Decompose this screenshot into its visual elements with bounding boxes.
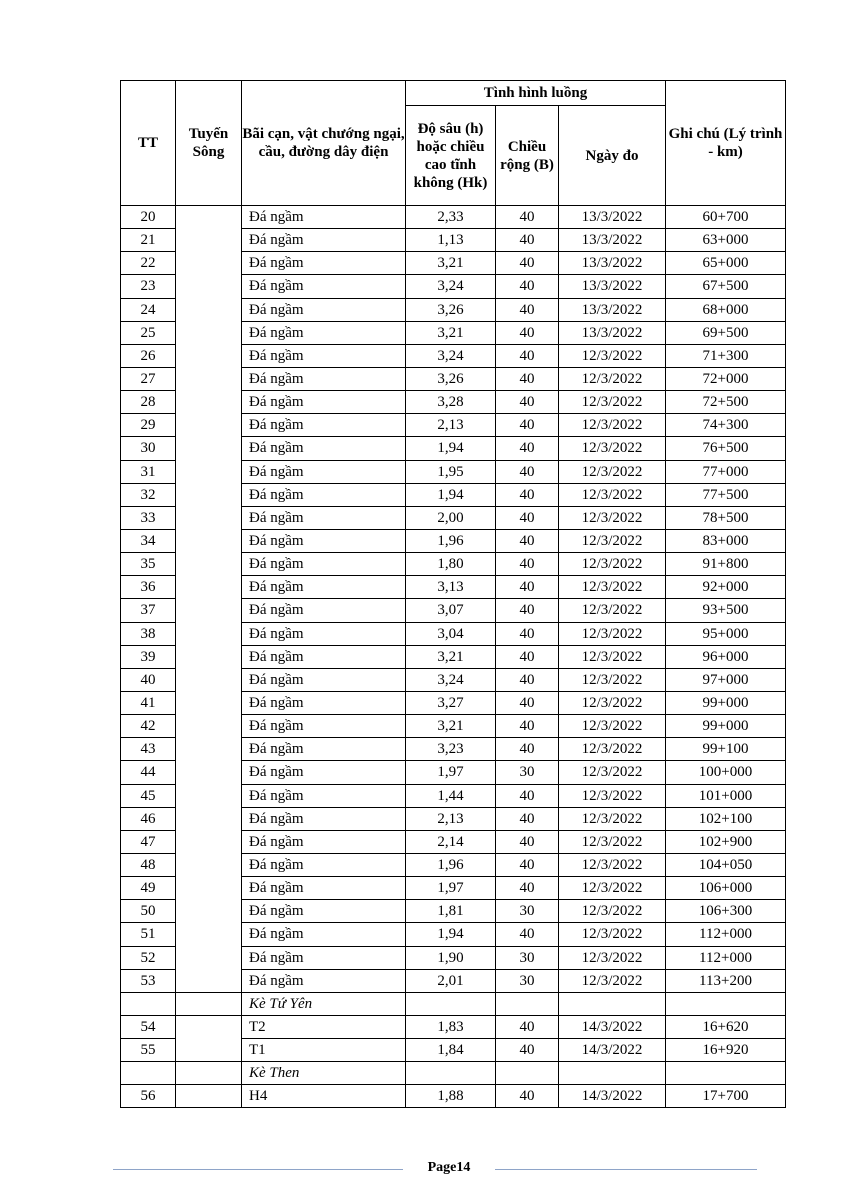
cell-obstacle: Đá ngầm: [242, 715, 406, 738]
cell-width: 40: [496, 367, 559, 390]
cell-date: 12/3/2022: [559, 437, 666, 460]
cell-note: [666, 992, 786, 1015]
cell-date: 12/3/2022: [559, 414, 666, 437]
cell-note: 112+000: [666, 946, 786, 969]
cell-tt: 36: [121, 576, 176, 599]
cell-obstacle: Đá ngầm: [242, 877, 406, 900]
cell-depth: 1,88: [406, 1085, 496, 1108]
cell-note: 102+100: [666, 807, 786, 830]
cell-obstacle: Đá ngầm: [242, 738, 406, 761]
cell-width: 40: [496, 1085, 559, 1108]
cell-width: 40: [496, 807, 559, 830]
cell-tt: 47: [121, 830, 176, 853]
cell-river: [176, 1085, 242, 1108]
cell-depth: 1,97: [406, 761, 496, 784]
cell-width: 30: [496, 761, 559, 784]
cell-depth: 1,94: [406, 437, 496, 460]
cell-date: 12/3/2022: [559, 483, 666, 506]
cell-note: 106+000: [666, 877, 786, 900]
cell-width: 40: [496, 830, 559, 853]
cell-depth: 1,96: [406, 529, 496, 552]
cell-depth: 3,21: [406, 645, 496, 668]
cell-obstacle: Đá ngầm: [242, 784, 406, 807]
cell-tt: 27: [121, 367, 176, 390]
col-date-header: Ngày đo: [559, 106, 666, 206]
cell-river: [176, 1015, 242, 1061]
cell-note: 16+620: [666, 1015, 786, 1038]
cell-note: 67+500: [666, 275, 786, 298]
cell-date: 12/3/2022: [559, 344, 666, 367]
cell-depth: 2,00: [406, 506, 496, 529]
cell-tt: 53: [121, 969, 176, 992]
cell-obstacle: Đá ngầm: [242, 599, 406, 622]
cell-date: 14/3/2022: [559, 1039, 666, 1062]
col-river-header: Tuyến Sông: [176, 81, 242, 206]
cell-tt: 25: [121, 321, 176, 344]
cell-width: 40: [496, 460, 559, 483]
cell-depth: 3,26: [406, 367, 496, 390]
cell-obstacle: Đá ngầm: [242, 529, 406, 552]
cell-tt: 49: [121, 877, 176, 900]
cell-date: 12/3/2022: [559, 807, 666, 830]
cell-depth: 1,83: [406, 1015, 496, 1038]
cell-date: 12/3/2022: [559, 367, 666, 390]
cell-tt: 54: [121, 1015, 176, 1038]
cell-obstacle: Đá ngầm: [242, 900, 406, 923]
cell-note: 99+000: [666, 715, 786, 738]
cell-date: 12/3/2022: [559, 576, 666, 599]
cell-date: 13/3/2022: [559, 321, 666, 344]
cell-note: 93+500: [666, 599, 786, 622]
cell-date: 12/3/2022: [559, 645, 666, 668]
cell-note: 77+500: [666, 483, 786, 506]
cell-depth: 2,33: [406, 206, 496, 229]
cell-note: 112+000: [666, 923, 786, 946]
cell-note: 113+200: [666, 969, 786, 992]
cell-note: 100+000: [666, 761, 786, 784]
cell-note: 102+900: [666, 830, 786, 853]
table-row: [121, 1015, 786, 1038]
cell-obstacle: Đá ngầm: [242, 691, 406, 714]
cell-depth: 2,13: [406, 807, 496, 830]
cell-date: 12/3/2022: [559, 691, 666, 714]
cell-tt: 22: [121, 252, 176, 275]
cell-date: 12/3/2022: [559, 460, 666, 483]
cell-width: 30: [496, 969, 559, 992]
table-row: [121, 206, 786, 229]
cell-note: 60+700: [666, 206, 786, 229]
cell-width: 40: [496, 553, 559, 576]
cell-tt: 37: [121, 599, 176, 622]
cell-obstacle: Đá ngầm: [242, 460, 406, 483]
cell-note: 76+500: [666, 437, 786, 460]
cell-width: 40: [496, 1015, 559, 1038]
cell-width: 40: [496, 275, 559, 298]
cell-obstacle: H4: [242, 1085, 406, 1108]
cell-depth: 1,94: [406, 483, 496, 506]
cell-date: 13/3/2022: [559, 252, 666, 275]
cell-depth: 1,95: [406, 460, 496, 483]
cell-depth: 3,26: [406, 298, 496, 321]
cell-note: 91+800: [666, 553, 786, 576]
cell-depth: 1,80: [406, 553, 496, 576]
cell-tt: 40: [121, 668, 176, 691]
cell-tt: 45: [121, 784, 176, 807]
cell-depth: 3,24: [406, 668, 496, 691]
cell-depth: 3,28: [406, 391, 496, 414]
cell-width: 40: [496, 483, 559, 506]
cell-date: 12/3/2022: [559, 622, 666, 645]
cell-date: 12/3/2022: [559, 784, 666, 807]
cell-depth: 3,23: [406, 738, 496, 761]
cell-width: 40: [496, 668, 559, 691]
cell-width: 40: [496, 853, 559, 876]
cell-obstacle: Đá ngầm: [242, 206, 406, 229]
cell-tt: [121, 1062, 176, 1085]
cell-note: 78+500: [666, 506, 786, 529]
section-row: [121, 992, 786, 1015]
cell-date: 12/3/2022: [559, 668, 666, 691]
cell-obstacle: Đá ngầm: [242, 946, 406, 969]
cell-date: 12/3/2022: [559, 506, 666, 529]
cell-width: 40: [496, 391, 559, 414]
cell-obstacle: Đá ngầm: [242, 437, 406, 460]
cell-depth: 3,04: [406, 622, 496, 645]
waterway-status-table: [120, 80, 786, 1108]
cell-note: 63+000: [666, 229, 786, 252]
cell-tt: 21: [121, 229, 176, 252]
cell-obstacle: Đá ngầm: [242, 298, 406, 321]
cell-note: 72+000: [666, 367, 786, 390]
cell-date: 12/3/2022: [559, 830, 666, 853]
cell-obstacle: Đá ngầm: [242, 761, 406, 784]
cell-tt: 44: [121, 761, 176, 784]
cell-depth: 1,81: [406, 900, 496, 923]
cell-depth: 1,44: [406, 784, 496, 807]
col-depth-header: Độ sâu (h) hoặc chiều cao tĩnh không (Hk): [406, 106, 496, 206]
cell-obstacle: Đá ngầm: [242, 391, 406, 414]
cell-date: 12/3/2022: [559, 877, 666, 900]
section-title: Kè Tứ Yên: [242, 992, 406, 1015]
cell-tt: 55: [121, 1039, 176, 1062]
cell-width: 40: [496, 645, 559, 668]
cell-width: 40: [496, 784, 559, 807]
cell-tt: 39: [121, 645, 176, 668]
cell-river: [176, 992, 242, 1015]
cell-obstacle: Đá ngầm: [242, 321, 406, 344]
cell-date: 13/3/2022: [559, 206, 666, 229]
page-footer: [0, 1158, 849, 1182]
cell-note: 17+700: [666, 1085, 786, 1108]
cell-obstacle: Đá ngầm: [242, 506, 406, 529]
cell-date: 12/3/2022: [559, 553, 666, 576]
cell-width: 40: [496, 599, 559, 622]
cell-obstacle: Đá ngầm: [242, 367, 406, 390]
table-body: [121, 206, 786, 1108]
cell-tt: 30: [121, 437, 176, 460]
cell-obstacle: Đá ngầm: [242, 553, 406, 576]
cell-width: [496, 992, 559, 1015]
col-width-header: Chiều rộng (B): [496, 106, 559, 206]
cell-obstacle: Đá ngầm: [242, 414, 406, 437]
cell-note: 97+000: [666, 668, 786, 691]
cell-obstacle: Đá ngầm: [242, 344, 406, 367]
cell-depth: 1,96: [406, 853, 496, 876]
cell-note: 65+000: [666, 252, 786, 275]
cell-obstacle: Đá ngầm: [242, 252, 406, 275]
cell-note: 68+000: [666, 298, 786, 321]
cell-obstacle: Đá ngầm: [242, 853, 406, 876]
cell-tt: 42: [121, 715, 176, 738]
cell-depth: 2,01: [406, 969, 496, 992]
cell-tt: 50: [121, 900, 176, 923]
cell-note: 71+300: [666, 344, 786, 367]
cell-tt: 41: [121, 691, 176, 714]
cell-note: 77+000: [666, 460, 786, 483]
footer-rule-left: [113, 1169, 403, 1170]
cell-tt: 48: [121, 853, 176, 876]
cell-tt: 29: [121, 414, 176, 437]
cell-tt: 20: [121, 206, 176, 229]
cell-width: 40: [496, 691, 559, 714]
cell-tt: 56: [121, 1085, 176, 1108]
cell-date: 12/3/2022: [559, 738, 666, 761]
cell-width: 30: [496, 900, 559, 923]
table-container: [120, 80, 786, 1108]
cell-obstacle: Đá ngầm: [242, 229, 406, 252]
page-number: Page14: [427, 1160, 471, 1175]
cell-width: 40: [496, 298, 559, 321]
cell-tt: 33: [121, 506, 176, 529]
cell-note: 99+100: [666, 738, 786, 761]
cell-width: 40: [496, 437, 559, 460]
cell-obstacle: Đá ngầm: [242, 622, 406, 645]
cell-tt: 26: [121, 344, 176, 367]
cell-date: 12/3/2022: [559, 969, 666, 992]
cell-width: 40: [496, 506, 559, 529]
cell-note: 83+000: [666, 529, 786, 552]
cell-obstacle: Đá ngầm: [242, 830, 406, 853]
cell-obstacle: Đá ngầm: [242, 668, 406, 691]
cell-depth: 3,07: [406, 599, 496, 622]
cell-note: 96+000: [666, 645, 786, 668]
cell-date: 12/3/2022: [559, 391, 666, 414]
cell-obstacle: T2: [242, 1015, 406, 1038]
cell-note: 74+300: [666, 414, 786, 437]
cell-note: 99+000: [666, 691, 786, 714]
cell-tt: 51: [121, 923, 176, 946]
cell-width: 40: [496, 344, 559, 367]
cell-depth: 1,94: [406, 923, 496, 946]
cell-width: 40: [496, 321, 559, 344]
cell-date: [559, 1062, 666, 1085]
cell-width: 40: [496, 252, 559, 275]
cell-date: 13/3/2022: [559, 298, 666, 321]
cell-width: 40: [496, 1039, 559, 1062]
cell-tt: 24: [121, 298, 176, 321]
cell-tt: 43: [121, 738, 176, 761]
cell-date: 12/3/2022: [559, 761, 666, 784]
cell-obstacle: T1: [242, 1039, 406, 1062]
cell-tt: 46: [121, 807, 176, 830]
cell-width: 40: [496, 877, 559, 900]
cell-tt: 28: [121, 391, 176, 414]
cell-width: 40: [496, 229, 559, 252]
cell-date: 13/3/2022: [559, 275, 666, 298]
cell-river: [176, 1062, 242, 1085]
footer-rule-right: [495, 1169, 757, 1170]
cell-tt: 32: [121, 483, 176, 506]
cell-tt: 35: [121, 553, 176, 576]
cell-date: 12/3/2022: [559, 853, 666, 876]
cell-width: 30: [496, 946, 559, 969]
section-row: [121, 1062, 786, 1085]
cell-depth: 3,21: [406, 321, 496, 344]
cell-date: 12/3/2022: [559, 715, 666, 738]
cell-note: 101+000: [666, 784, 786, 807]
cell-width: 40: [496, 576, 559, 599]
cell-obstacle: Đá ngầm: [242, 645, 406, 668]
cell-date: 12/3/2022: [559, 900, 666, 923]
cell-tt: 31: [121, 460, 176, 483]
section-title: Kè Then: [242, 1062, 406, 1085]
cell-depth: 1,84: [406, 1039, 496, 1062]
cell-depth: [406, 1062, 496, 1085]
cell-note: 106+300: [666, 900, 786, 923]
cell-obstacle: Đá ngầm: [242, 923, 406, 946]
cell-width: 40: [496, 529, 559, 552]
cell-depth: 1,13: [406, 229, 496, 252]
cell-tt: [121, 992, 176, 1015]
cell-width: 40: [496, 715, 559, 738]
cell-note: [666, 1062, 786, 1085]
col-tt-header: TT: [121, 81, 176, 206]
table-row: [121, 1085, 786, 1108]
cell-depth: 1,90: [406, 946, 496, 969]
cell-obstacle: Đá ngầm: [242, 969, 406, 992]
cell-depth: [406, 992, 496, 1015]
cell-width: 40: [496, 923, 559, 946]
col-obstacle-header: Bãi cạn, vật chướng ngại, cầu, đường dây điện: [242, 81, 406, 206]
cell-width: 40: [496, 622, 559, 645]
cell-note: 16+920: [666, 1039, 786, 1062]
cell-depth: 3,13: [406, 576, 496, 599]
cell-obstacle: Đá ngầm: [242, 275, 406, 298]
cell-note: 104+050: [666, 853, 786, 876]
cell-tt: 52: [121, 946, 176, 969]
cell-width: 40: [496, 414, 559, 437]
cell-obstacle: Đá ngầm: [242, 483, 406, 506]
col-note-header: Ghi chú (Lý trình - km): [666, 81, 786, 206]
cell-depth: 3,21: [406, 715, 496, 738]
cell-depth: 3,24: [406, 344, 496, 367]
cell-date: 14/3/2022: [559, 1015, 666, 1038]
cell-date: 12/3/2022: [559, 923, 666, 946]
cell-note: 72+500: [666, 391, 786, 414]
cell-width: 40: [496, 206, 559, 229]
cell-depth: 3,21: [406, 252, 496, 275]
cell-width: [496, 1062, 559, 1085]
cell-date: 12/3/2022: [559, 599, 666, 622]
cell-obstacle: Đá ngầm: [242, 576, 406, 599]
cell-depth: 1,97: [406, 877, 496, 900]
cell-depth: 3,27: [406, 691, 496, 714]
cell-note: 69+500: [666, 321, 786, 344]
cell-tt: 38: [121, 622, 176, 645]
cell-date: [559, 992, 666, 1015]
cell-date: 12/3/2022: [559, 529, 666, 552]
cell-depth: 2,13: [406, 414, 496, 437]
cell-river: [176, 206, 242, 993]
cell-date: 12/3/2022: [559, 946, 666, 969]
cell-obstacle: Đá ngầm: [242, 807, 406, 830]
cell-date: 13/3/2022: [559, 229, 666, 252]
cell-depth: 2,14: [406, 830, 496, 853]
cell-tt: 34: [121, 529, 176, 552]
cell-depth: 3,24: [406, 275, 496, 298]
cell-tt: 23: [121, 275, 176, 298]
channel-status-header: Tình hình luồng: [406, 81, 666, 106]
cell-date: 14/3/2022: [559, 1085, 666, 1108]
cell-note: 92+000: [666, 576, 786, 599]
cell-note: 95+000: [666, 622, 786, 645]
cell-width: 40: [496, 738, 559, 761]
